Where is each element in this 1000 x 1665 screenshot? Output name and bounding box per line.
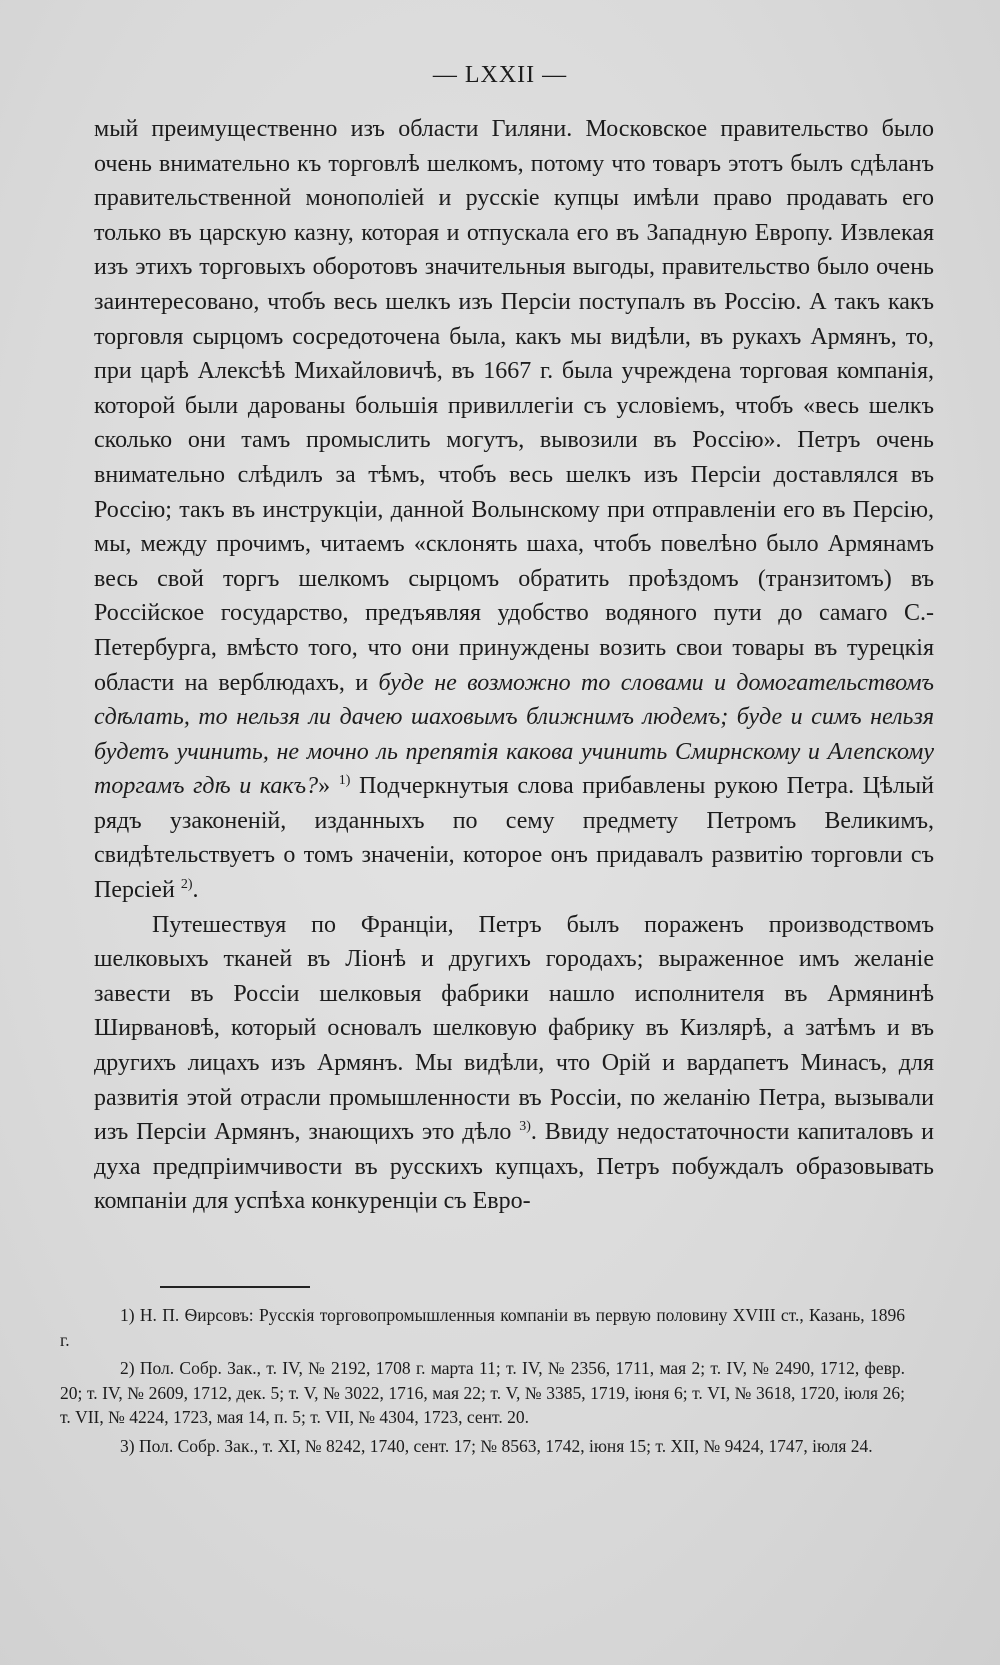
footnote-ref-1[interactable]: 1) xyxy=(338,773,351,789)
footnote-ref-3[interactable]: 3) xyxy=(519,1119,531,1135)
footnote-ref-2[interactable]: 2) xyxy=(180,877,193,893)
text-run: Подчеркнутыя слова прибавлены рукою Петра. Цѣлый рядъ узаконеній, изданныхъ по сему предмету Петромъ Великимъ, свидѣтельствуетъ о томъ значеніи, которое онъ придавалъ развитію торговли съ Персіей xyxy=(94,773,934,904)
footnote-1: 1) Н. П. Ѳирсовъ: Русскія торговопромышленныя компаніи въ первую половину XVIII ст., Казань, 1896 г. xyxy=(60,1305,905,1350)
text-run: . Ввиду недостаточности капиталовъ и духа предпріимчивости въ русскихъ купцахъ, Петръ побуждалъ образовывать компаніи для успѣха конкуренціи съ Евро- xyxy=(94,1119,934,1215)
text-run: . xyxy=(192,877,199,904)
page-number: — LXXII — xyxy=(432,62,568,88)
footnotes xyxy=(60,1303,905,1462)
paragraph-1 xyxy=(94,112,934,908)
footnote-3: 3) Пол. Собр. Зак., т. XI, № 8242, 1740, сент. 17; № 8563, 1742, іюня 15; т. XII, № 9424, 1747, іюля 24. xyxy=(120,1435,873,1456)
footnote-divider xyxy=(160,1286,310,1288)
italic-quote: буде не возможно то словами и домогательствомъ сдѣлать, то нельзя ли дачею шаховымъ ближнимъ людемъ; буде и симъ нельзя будетъ учинить, не мочно ль препятія какова учинить Смирнскому и Алепскому торгамъ гдѣ и какъ? xyxy=(94,669,935,800)
text-run: мый преимущественно изъ области Гиляни. Московское правительство было очень внимательно къ торговлѣ шелкомъ, потому что товаръ этотъ былъ сдѣланъ правительственной монополіей и русскіе купцы имѣли право продавать его только въ царскую казну, которая и отпускала его въ Западную Европу. Извлекая изъ этихъ торговыхъ оборотовъ значительныя выгоды, правительство было очень заинтересовано, чтобъ весь шелкъ изъ Персіи поступалъ въ Россію. А такъ какъ торговля сырцомъ сосредоточена была, какъ мы видѣли, въ рукахъ Армянъ, то, при царѣ Алексѣѣ Михайловичѣ, въ 1667 г. была учреждена торговая компанія, которой были дарованы большія привиллегіи съ условіемъ, чтобъ «весь шелкъ сколько они тамъ промыслить могутъ, вывозили въ Россію». Петръ очень внимательно слѣдилъ за тѣмъ, чтобъ весь шелкъ изъ Персіи доставлялся въ Россію; такъ въ инструкціи, данной Волынскому при отправленіи его въ Персію, мы, между прочимъ, читаемъ «склонять шаха, чтобъ повелѣно было Армянамъ весь свой торгъ шелкомъ сырцомъ обратить проѣздомъ (транзитомъ) въ Россійское государство, предъявляя удобство водяного пути до самаго С.-Петербурга, вмѣсто того, что они принуждены возить свои товары въ турецкія области на верблюдахъ, и xyxy=(94,116,934,696)
paragraph-2 xyxy=(94,908,934,1219)
text-run: Путешествуя по Франціи, Петръ былъ пораженъ производствомъ шелковыхъ тканей въ Ліонѣ и другихъ городахъ; выраженное имъ желаніе завести въ Россіи шелковыя фабрики нашло исполнителя въ Армянинѣ Ширвановѣ, который основалъ шелковую фабрику въ Кизлярѣ, а затѣмъ и въ другихъ лицахъ изъ Армянъ. Мы видѣли, что Орій и вардапетъ Минасъ, для развитія этой отрасли промышленности въ Россіи, по желанію Петра, вызывали изъ Персіи Армянъ, знающихъ это дѣло xyxy=(94,911,934,1146)
footnote-2: 2) Пол. Собр. Зак., т. IV, № 2192, 1708 г. марта 11; т. IV, № 2356, 1711, мая 2; т. IV, № 2490, 1712, февр. 20; т. IV, № 2609, 1712, дек. 5; т. V, № 3022, 1716, мая 22; т. V, № 3385, 1719, іюня 6; т. VI, № 3618, 1720, іюля 26; т. VII, № 4224, 1723, мая 14, п. 5; т. VII, № 4304, 1723, сент. 20. xyxy=(60,1358,905,1427)
body-text xyxy=(94,112,934,1219)
text-run: » xyxy=(318,773,339,800)
